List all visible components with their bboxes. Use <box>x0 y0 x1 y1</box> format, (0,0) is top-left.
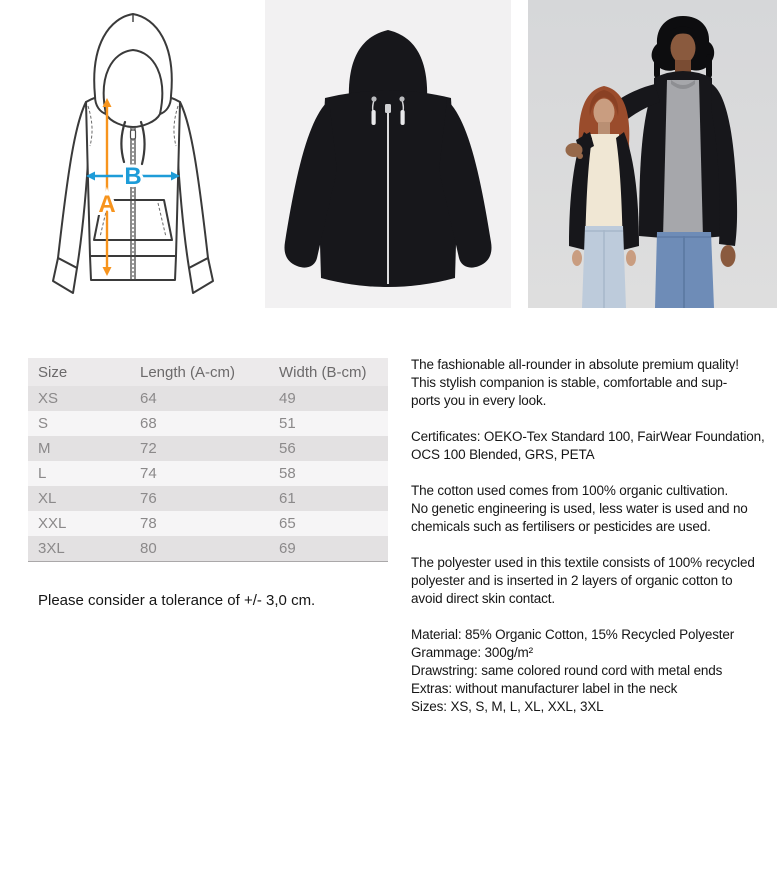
size-table-header-length: Length (A-cm) <box>130 358 269 386</box>
size-table-cell: 78 <box>140 515 157 532</box>
size-table-cell: 72 <box>140 440 157 457</box>
description-line: Drawstring: same colored round cord with metal ends <box>411 663 723 678</box>
size-diagram-image <box>30 10 250 310</box>
man-hand-right <box>721 245 736 267</box>
size-table-cell: XS <box>38 390 59 407</box>
description-line: The polyester used in this textile consists of 100% recycled <box>411 555 755 570</box>
description-paragraph <box>411 356 777 410</box>
size-table-section <box>28 358 388 562</box>
description-line: OCS 100 Blended, GRS, PETA <box>411 447 595 462</box>
woman-top <box>585 134 623 228</box>
size-table-cell: XXL <box>38 515 67 532</box>
description-paragraph <box>411 554 777 608</box>
hoodie-line-art <box>30 10 250 310</box>
description-line: ports you in every look. <box>411 393 547 408</box>
size-table-header-row <box>28 358 388 386</box>
sleeve-left <box>58 102 89 268</box>
description-paragraph <box>411 428 777 464</box>
sleeve-right <box>177 102 208 268</box>
size-table-row <box>28 411 388 436</box>
woman-hand-left <box>572 250 582 266</box>
size-table-row <box>28 461 388 486</box>
measure-label-b: B <box>124 163 142 190</box>
flatlay-hoodie-art <box>265 0 511 308</box>
size-table-cell: 64 <box>140 390 157 407</box>
description-paragraph <box>411 482 777 536</box>
size-table-cell: 61 <box>279 490 296 507</box>
models-art <box>528 0 777 308</box>
description-line: Material: 85% Organic Cotton, 15% Recycled Polyester <box>411 627 735 642</box>
size-table-header-size: Size <box>28 358 130 386</box>
description-line: The fashionable all-rounder in absolute premium quality! <box>411 357 739 372</box>
size-table-cell: L <box>38 465 47 482</box>
size-table-cell: 65 <box>279 515 296 532</box>
size-table-row <box>28 386 388 411</box>
description-line: The cotton used comes from 100% organic cultivation. <box>411 483 729 498</box>
zipper-pull <box>131 130 136 139</box>
woman-face <box>594 99 615 126</box>
size-table-header-width: Width (B-cm) <box>269 358 388 386</box>
woman-hand-right <box>626 250 636 266</box>
description-line: No genetic engineering is used, less water is used and no <box>411 501 748 516</box>
tolerance-note: Please consider a tolerance of +/- 3,0 cm. <box>38 592 316 609</box>
size-table <box>28 358 388 562</box>
size-table-cell: 68 <box>140 415 157 432</box>
description-line: polyester and is inserted in 2 layers of organic cotton to <box>411 573 733 588</box>
description-line: Sizes: XS, S, M, L, XL, XXL, 3XL <box>411 699 604 714</box>
flatlay-eyelet-right <box>399 96 404 101</box>
flatlay-zipper-slider <box>385 104 391 113</box>
size-table-cell: 80 <box>140 540 157 557</box>
size-table-row <box>28 511 388 536</box>
flatlay-eyelet-left <box>371 96 376 101</box>
flatlay-aglet-right <box>401 110 405 125</box>
size-table-cell: 51 <box>279 415 296 432</box>
measure-label-a: A <box>98 191 116 218</box>
size-table-cell: 49 <box>279 390 296 407</box>
size-table-cell: XL <box>38 490 57 507</box>
size-table-cell: 74 <box>140 465 157 482</box>
product-description <box>411 356 777 734</box>
size-table-row <box>28 486 388 511</box>
description-line: Certificates: OEKO-Tex Standard 100, FairWear Foundation, <box>411 429 765 444</box>
description-line: Grammage: 300g/m² <box>411 645 533 660</box>
size-table-row <box>28 436 388 461</box>
woman-neck <box>598 122 610 135</box>
size-table-row <box>28 536 388 562</box>
product-flatlay-image <box>265 0 511 308</box>
size-table-cell: 69 <box>279 540 296 557</box>
description-line: Extras: without manufacturer label in the neck <box>411 681 678 696</box>
man-face <box>671 33 696 64</box>
description-paragraph <box>411 626 777 716</box>
description-line: avoid direct skin contact. <box>411 591 555 606</box>
description-line: chemicals such as fertilisers or pesticides are used. <box>411 519 711 534</box>
size-table-cell: 56 <box>279 440 296 457</box>
size-table-cell: 3XL <box>38 540 65 557</box>
size-table-cell: S <box>38 415 49 432</box>
flatlay-aglet-left <box>372 110 376 125</box>
size-table-cell: 58 <box>279 465 296 482</box>
size-table-cell: M <box>38 440 51 457</box>
hood-opening <box>104 50 163 127</box>
models-photo <box>528 0 777 308</box>
description-line: This stylish companion is stable, comfortable and sup- <box>411 375 728 390</box>
size-table-cell: 76 <box>140 490 157 507</box>
